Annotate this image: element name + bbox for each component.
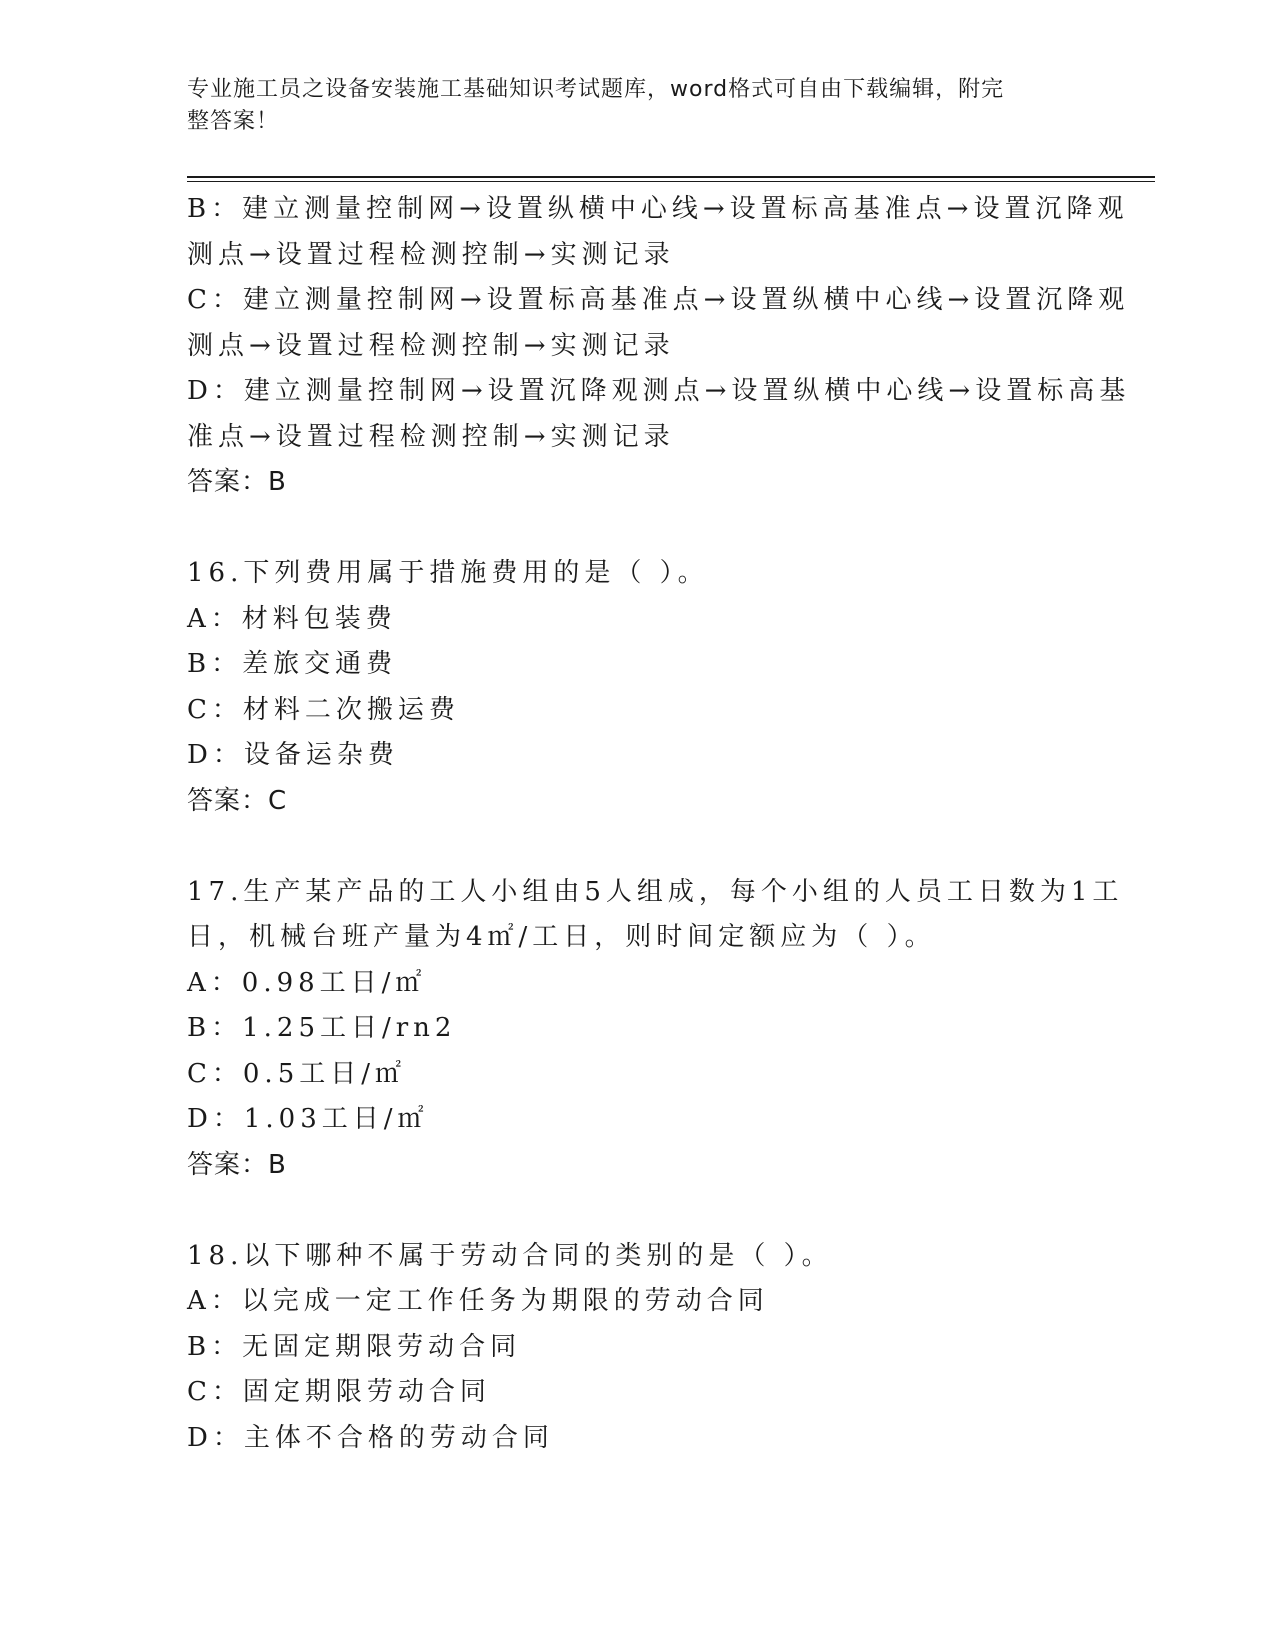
- answer-line: 答案：B: [187, 1149, 287, 1180]
- question-text-line-1: 17.生产某产品的工人小组由5人组成，每个小组的人员工日数为1工: [187, 876, 1124, 907]
- option-a: A：以完成一定工作任务为期限的劳动合同: [187, 1286, 769, 1316]
- option-c: C：0.5工日/㎡: [187, 1058, 407, 1089]
- document-body: [187, 187, 1131, 1461]
- block-gap: [187, 824, 1087, 870]
- header-rule-thick: [187, 176, 1155, 178]
- option-c-line-2: 测点→设置过程检测控制→实测记录: [187, 330, 675, 361]
- question-text-line-2: 日，机械台班产量为4㎡/工日，则时间定额应为（ ）。: [187, 922, 936, 952]
- question-block-17: [187, 870, 1124, 1189]
- option-d: D：1.03工日/㎡: [187, 1104, 429, 1134]
- option-b-line-1: B：建立测量控制网→设置纵横中心线→设置标高基准点→设置沉降观: [187, 194, 1129, 224]
- question-block-18: [187, 1234, 1087, 1462]
- option-b: B：无固定期限劳动合同: [187, 1331, 522, 1362]
- option-a: A：材料包装费: [187, 603, 397, 634]
- option-c: C：固定期限劳动合同: [187, 1377, 491, 1407]
- question-block-15: [187, 187, 1131, 506]
- option-d: D：主体不合格的劳动合同: [187, 1422, 554, 1453]
- option-c-line-1: C：建立测量控制网→设置标高基准点→设置纵横中心线→设置沉降观: [187, 285, 1130, 315]
- page-header: [187, 74, 1067, 138]
- header-line-2: 整答案！: [187, 109, 280, 134]
- option-d-line-1: D：建立测量控制网→设置沉降观测点→设置纵横中心线→设置标高基: [187, 376, 1131, 406]
- option-b-line-2: 测点→设置过程检测控制→实测记录: [187, 239, 675, 270]
- option-b: B：1.25工日/rn2: [187, 1013, 457, 1043]
- block-gap: [187, 1188, 1087, 1234]
- answer-line: 答案：C: [187, 785, 288, 816]
- answer-line: 答案：B: [187, 467, 287, 497]
- option-a: A：0.98工日/㎡: [187, 967, 427, 998]
- option-d-line-2: 准点→设置过程检测控制→实测记录: [187, 421, 675, 452]
- question-text: 16.下列费用属于措施费用的是（ ）。: [187, 558, 709, 588]
- question-text: 18.以下哪种不属于劳动合同的类别的是（ ）。: [187, 1240, 833, 1271]
- header-line-1: 专业施工员之设备安装施工基础知识考试题库，word格式可自由下载编辑，附完: [187, 77, 1005, 102]
- block-gap: [187, 506, 1087, 552]
- question-block-16: [187, 551, 1087, 824]
- option-d: D：设备运杂费: [187, 740, 399, 770]
- option-c: C：材料二次搬运费: [187, 694, 460, 725]
- option-b: B：差旅交通费: [187, 649, 398, 679]
- header-rule-thin: [187, 181, 1155, 182]
